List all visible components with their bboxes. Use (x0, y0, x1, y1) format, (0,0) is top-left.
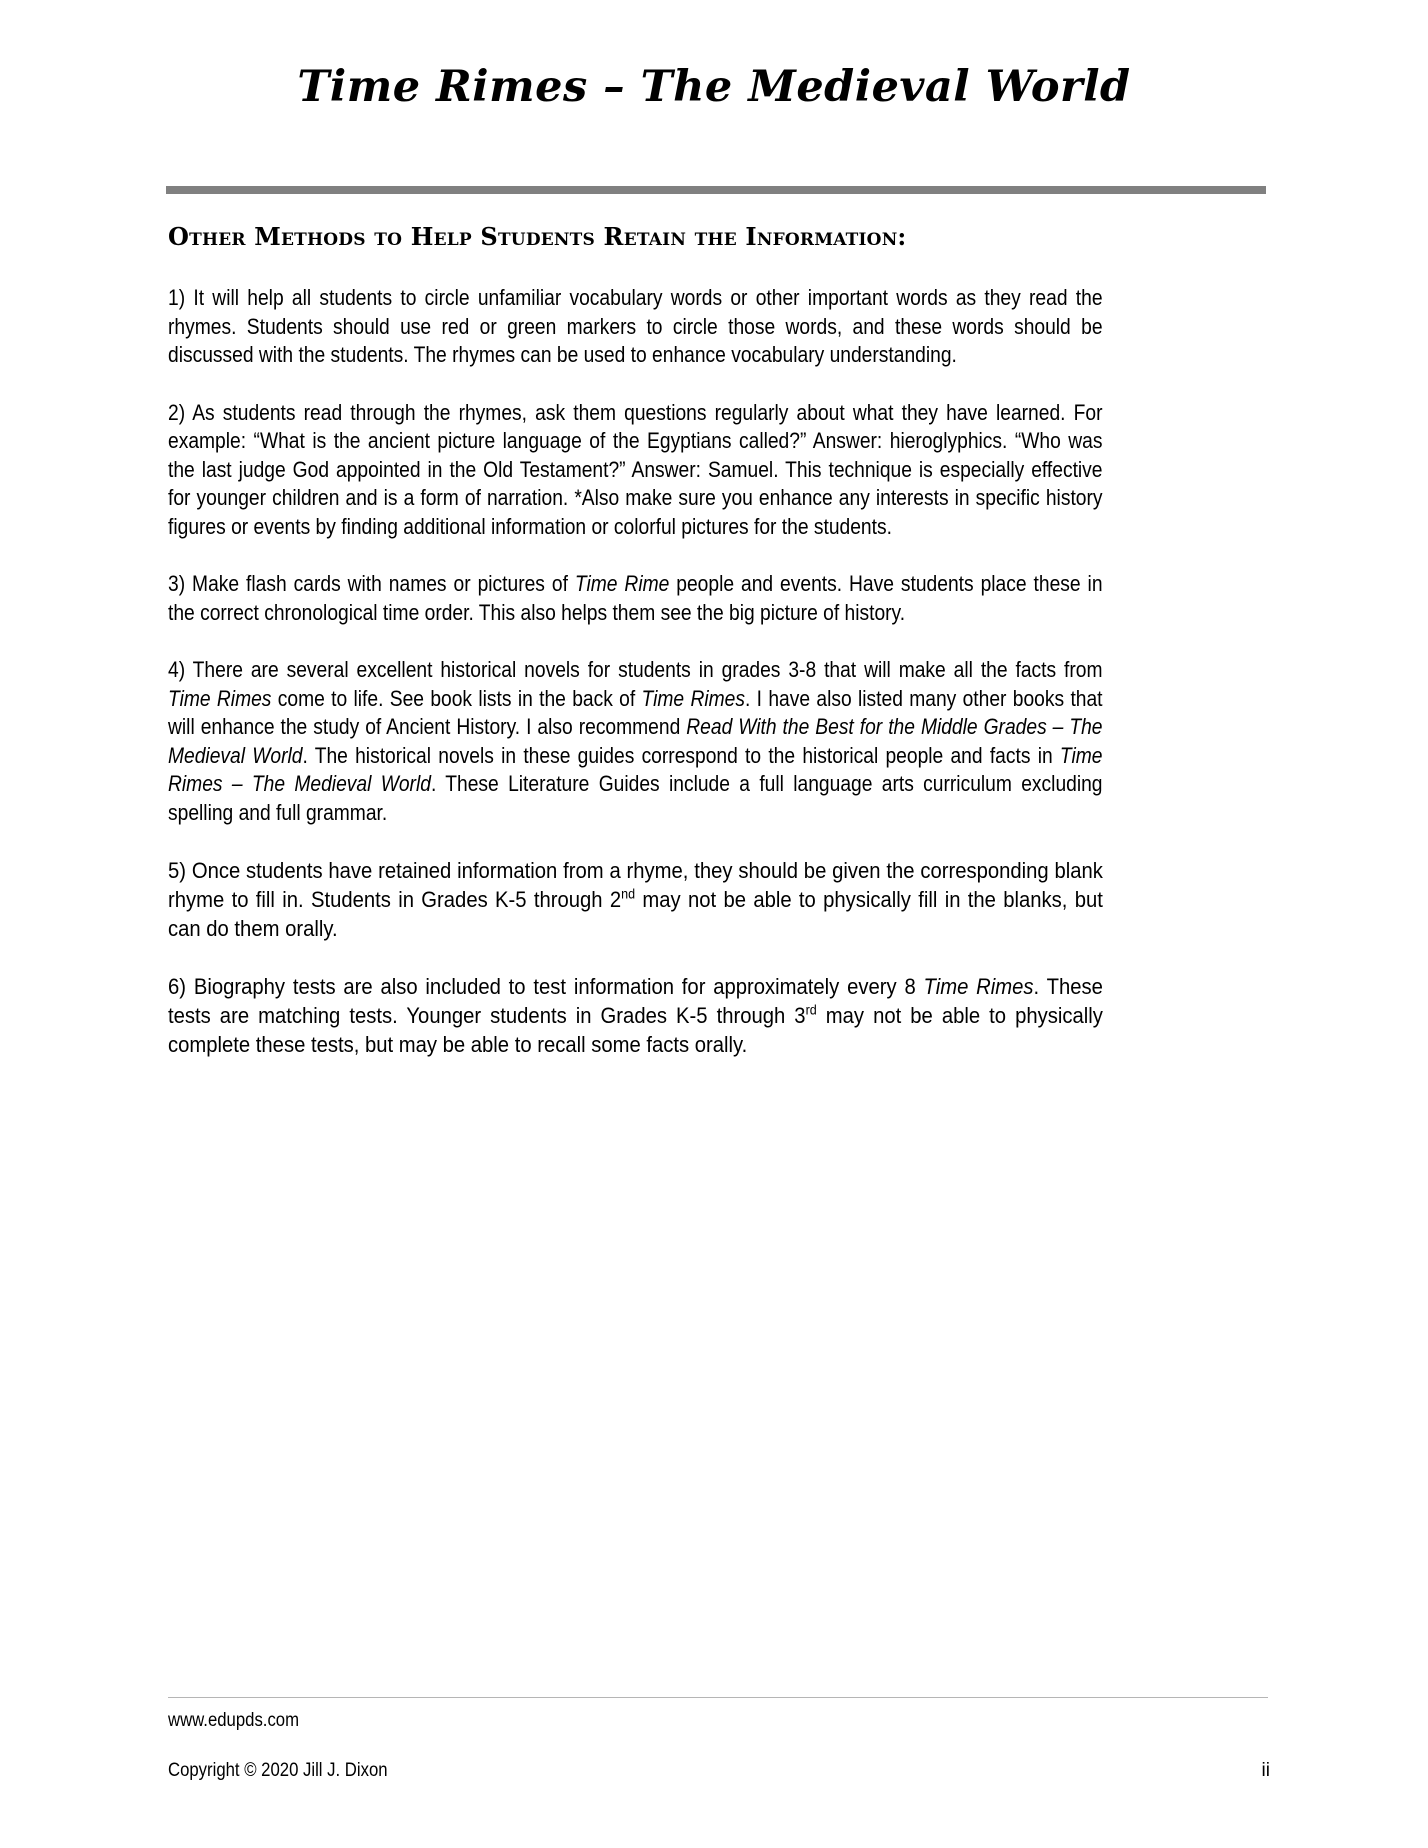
section-heading: Other Methods to Help Students Retain the Information: (168, 222, 907, 251)
superscript-run: nd (621, 885, 636, 902)
footer-copyright: Copyright © 2020 Jill J. Dixon (168, 1760, 388, 1781)
italic-run: Time Rime (574, 571, 670, 597)
header-divider (166, 186, 1266, 194)
text-run: 3) Make flash cards with names or pictures of (168, 571, 575, 597)
italic-run: Time Rimes (923, 974, 1034, 1000)
paragraph-list (168, 284, 1103, 1059)
body-paragraph (168, 856, 1103, 943)
italic-run: Time Rimes (641, 685, 745, 711)
text-run: come to life. See book lists in the back of (271, 685, 642, 711)
body-paragraph (168, 399, 1103, 542)
text-run: may not be able to physically fill in the blanks, but can do them orally. (168, 887, 1103, 942)
body-paragraph (168, 972, 1103, 1059)
text-run: . I have also listed many other books that will enhance the study of Ancient History. I also recommend (168, 685, 1103, 740)
italic-run: Time Rimes – The Medieval World (168, 742, 1103, 797)
document-body (168, 224, 1103, 1059)
text-run: people and events. Have students place these in the correct chronological time order. This also helps them see the big picture of history. (168, 571, 1103, 625)
footer-page-number: ii (1261, 1760, 1270, 1781)
body-paragraph (168, 570, 1103, 627)
text-run: 5) Once students have retained information from a rhyme, they should be given the corresponding blank rhyme to fill in. Students in Grades K-5 through 2 (168, 858, 1103, 913)
text-run: 1) It will help all students to circle unfamiliar vocabulary words or other important words as they read the rhymes. Students should use red or green markers to circle those words, and these words should be discussed with the students. The rhymes can be used to enhance vocabulary understanding. (168, 285, 1103, 368)
italic-run: Read With the Best for the Middle Grades – The Medieval World (168, 714, 1103, 768)
text-run: . These Literature Guides include a full language arts curriculum excluding spelling and full grammar. (168, 771, 1103, 825)
text-run: . These tests are matching tests. Younger students in Grades K-5 through 3 (168, 974, 1103, 1029)
text-run: may not be able to physically complete these tests, but may be able to recall some facts orally. (168, 1003, 1103, 1058)
body-paragraph (168, 284, 1103, 370)
footer-website: www.edupds.com (168, 1710, 300, 1731)
text-run: 4) There are several excellent historical novels for students in grades 3-8 that will make all the facts from (168, 657, 1103, 683)
body-paragraph (168, 656, 1103, 827)
text-run: 6) Biography tests are also included to test information for approximately every 8 (168, 974, 924, 1000)
superscript-run: rd (805, 1001, 817, 1018)
document-title: Time Rimes – The Medieval World (297, 62, 1131, 112)
text-run: . The historical novels in these guides correspond to the historical people and facts in (302, 742, 1060, 768)
text-run: 2) As students read through the rhymes, ask them questions regularly about what they have learned. For example: “What is the ancient picture language of the Egyptians called?” Answer: hieroglyphics. “Who was the last judge God appointed in the Old Testament?” Answer: Samuel. This technique is especially effective for younger children and is a form of narration. *Also make sure you enhance any interests in specific history figures or events by finding additional information or colorful pictures for the students. (168, 399, 1103, 539)
italic-run: Time Rimes (168, 685, 272, 711)
footer-divider (168, 1697, 1268, 1698)
